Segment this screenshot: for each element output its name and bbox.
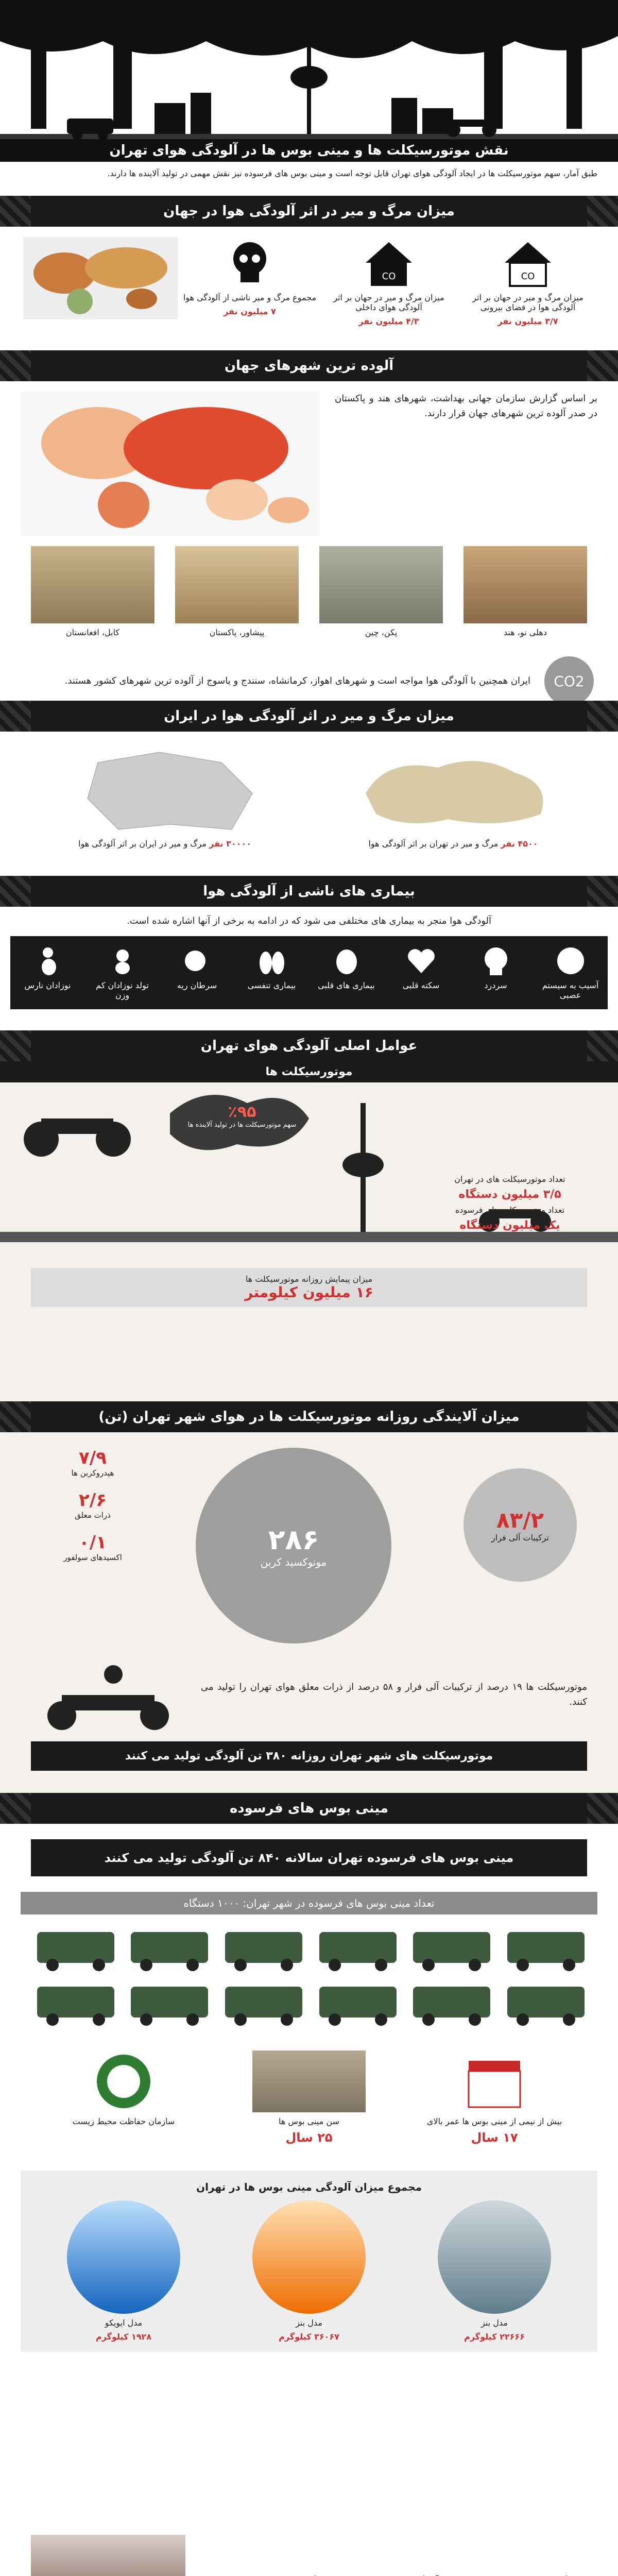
disease-label: سرطان ریه	[177, 980, 217, 990]
iran-stat	[36, 742, 294, 849]
svg-text:CO: CO	[382, 271, 396, 282]
model-name: مدل بنز	[296, 2318, 322, 2328]
co-label: مونوکسید کربن	[260, 1555, 327, 1568]
diseases-text: آلودگی هوا منجر به بیماری های مختلفی می شود که در ادامه به برخی از آنها اشاره شده است.	[126, 916, 491, 926]
city-card	[464, 546, 587, 637]
org-text: سازمان حفاظت محیط زیست	[72, 2116, 175, 2126]
city-card	[175, 546, 299, 637]
model-value: ۳۶۰۶۷ کیلوگرم	[279, 2332, 339, 2342]
moto-illustration	[0, 1082, 618, 1268]
total-pollution-bar: موتورسیکلت های شهر تهران روزانه ۳۸۰ تن آلودگی تولید می کنند	[31, 1741, 587, 1771]
count2-label: تعداد موتورسیکلت های فرسوده	[455, 1205, 565, 1215]
heart-icon	[406, 945, 437, 976]
world-deaths-section	[0, 196, 618, 350]
disease-item	[313, 945, 380, 1000]
pregnant-icon	[32, 945, 63, 976]
pollution-bubbles	[0, 1432, 618, 1659]
header-section	[0, 0, 618, 196]
house-co-indoor-icon	[363, 237, 415, 289]
page-title: نقش موتورسیکلت ها و مینی بوس ها در آلودگی هوای تهران	[109, 143, 509, 158]
co-value: ۲۸۶	[268, 1523, 319, 1556]
disease-label: بیماری های قلبی	[318, 980, 375, 990]
moto-counts	[417, 1170, 603, 1232]
age2	[237, 2050, 381, 2145]
iran-deaths-section	[0, 701, 618, 876]
minibus-icon	[35, 1981, 117, 2028]
so-label: اکسیدهای سولفور	[63, 1553, 122, 1562]
minibus-grid	[0, 1914, 618, 2040]
cough-icon	[182, 945, 213, 976]
tehran-deaths-label: ۴۵۰۰ نفر مرگ و میر در تهران بر اثر آلودگی هوا	[368, 839, 538, 849]
rider-icon	[31, 1659, 185, 1731]
minibus-icon	[128, 1981, 211, 2028]
model-card	[417, 2200, 572, 2342]
km-label: میزان پیمایش روزانه موتورسیکلت ها	[245, 1274, 373, 1284]
disease-label: سکته قلبی	[402, 980, 440, 990]
city-name: پکن، چین	[365, 628, 398, 637]
iran-deaths-band: میزان مرگ و میر در اثر آلودگی هوا در ایران	[0, 701, 618, 732]
minibus-icon	[35, 1927, 117, 1973]
iran-deaths-label: ۳۰۰۰۰ نفر مرگ و میر در ایران بر اثر آلودگی هوا	[78, 839, 251, 849]
outdoor-stat	[461, 237, 595, 326]
city-card	[319, 546, 443, 637]
share-row	[0, 1659, 618, 1731]
voc-value: ۸۳/۲	[496, 1507, 544, 1533]
voc-bubble	[464, 1468, 577, 1582]
city-name: کابل، افغانستان	[65, 628, 120, 637]
model-value: ۲۲۶۶۶ کیلوگرم	[464, 2332, 525, 2342]
pm-value: ۲/۶	[79, 1490, 107, 1511]
minibus-icon	[317, 1981, 399, 2028]
age2-value: ۲۵ سال	[285, 2130, 333, 2145]
minibus-icon	[222, 1927, 305, 1973]
heart-organ-icon	[331, 945, 362, 976]
disease-label: نوزادان نارس	[24, 980, 71, 990]
voc-label: ترکیبات آلی فرار	[491, 1533, 549, 1543]
house-co-icon	[502, 237, 554, 289]
models-title: مجموع میزان آلودگی مینی بوس ها در تهران	[196, 2181, 422, 2193]
small-stats	[31, 1448, 154, 1562]
age2-label: سن مینی بوس ها	[279, 2116, 339, 2126]
disease-label: سردرد	[484, 980, 507, 990]
moto-percent: ٪۹۵	[228, 1103, 256, 1121]
city-name: دهلی نو، هند	[504, 628, 547, 637]
total-label: مجموع مرگ و میر ناشی از آلودگی هوا	[183, 293, 317, 302]
smoke-photo	[31, 2535, 185, 2576]
intro-text: طبق آمار، سهم موتورسیکلت ها در ایجاد آلودگی هوای تهران قابل توجه است و مینی بوس های فرسوده نیز نقش مهمی در تولید آلاینده ها دارند.	[107, 168, 597, 178]
minibus-icon	[410, 1927, 493, 1973]
share-text: موتورسیکلت ها ۱۹ درصد از ترکیبات آلی فرار و ۵۸ درصد از ذرات معلق هوای تهران را تولید می کنند.	[201, 1682, 587, 1707]
model-card	[46, 2200, 201, 2342]
replace-text	[201, 2574, 587, 2576]
world-map-small	[23, 237, 178, 319]
disease-item	[388, 945, 455, 1000]
minibus-icon	[505, 1927, 587, 1973]
age1-value: ۱۷ سال	[471, 2130, 518, 2145]
minibus-icon	[410, 1981, 493, 2028]
minibus-icon	[505, 1981, 587, 2028]
minibus-icon	[128, 1927, 211, 1973]
pm-label: ذرات معلق	[75, 1511, 111, 1520]
sources-section	[0, 1030, 618, 1401]
disease-item	[14, 945, 81, 1000]
pollution-section	[0, 1401, 618, 1793]
city-name: پیشاور، پاکستان	[209, 628, 265, 637]
percent-bubble	[185, 1103, 299, 1129]
disease-item	[462, 945, 529, 1000]
model-name: مدل بنز	[481, 2318, 508, 2328]
model-value: ۱۹۲۸ کیلوگرم	[95, 2332, 151, 2342]
minibus-age-row	[0, 2040, 618, 2155]
tehran-map	[345, 742, 561, 835]
cities-band: آلوده ترین شهرهای جهان	[0, 350, 618, 381]
skull-icon	[224, 237, 276, 289]
so-value: ۰/۱	[79, 1532, 107, 1553]
disease-item	[238, 945, 305, 1000]
diesel-section	[0, 2524, 618, 2576]
iran-map	[57, 742, 273, 835]
disease-item	[89, 945, 156, 1000]
skull-stat	[183, 237, 317, 316]
city-photos	[0, 546, 618, 637]
indoor-stat	[322, 237, 456, 326]
total-value: ۷ میلیون نفر	[224, 307, 276, 316]
minibus-section	[0, 1793, 618, 2524]
disease-icons	[10, 936, 608, 1009]
sources-band: عوامل اصلی آلودگی هوای تهران	[0, 1030, 618, 1061]
title-bar	[0, 139, 618, 162]
minibus-band: مینی بوس های فرسوده	[0, 1793, 618, 1824]
disease-label: بیماری تنفسی	[247, 980, 296, 990]
moto-title: موتورسیکلت ها	[0, 1061, 618, 1082]
minibus-icon	[222, 1981, 305, 2028]
co2-label: CO2	[554, 673, 585, 690]
indoor-label: میزان مرگ و میر در جهان بر اثر آلودگی هوای داخلی	[333, 293, 444, 312]
model-card	[232, 2200, 386, 2342]
disease-item	[537, 945, 604, 1000]
tehran-stat	[324, 742, 582, 849]
co2-icon	[541, 653, 597, 701]
count1-label: تعداد موتورسیکلت های در تهران	[454, 1174, 565, 1184]
models-row	[31, 2200, 587, 2342]
minibus-headline: مینی بوس های فرسوده تهران سالانه ۸۴۰ تن آلودگی تولید می کنند	[31, 1839, 587, 1876]
svg-text:CO: CO	[521, 271, 535, 282]
calendar-icon	[464, 2050, 525, 2112]
age1	[422, 2050, 566, 2145]
minibus-count: تعداد مینی بوس های فرسوده در شهر تهران: ۱۰۰۰ دستگاه	[21, 1892, 597, 1914]
cities-text: بر اساس گزارش سازمان جهانی بهداشت، شهرهای هند و پاکستان در صدر آلوده ترین شهرهای جهان قرار دارند.	[335, 393, 597, 419]
minibus-icon	[317, 1927, 399, 1973]
km-value: ۱۶ میلیون کیلومتر	[245, 1284, 373, 1301]
city-card	[31, 546, 154, 637]
km-box	[31, 1268, 587, 1307]
baby-icon	[107, 945, 138, 976]
diseases-band: بیماری های ناشی از آلودگی هوا	[0, 876, 618, 907]
disease-label: تولد نوزادان کم وزن	[96, 980, 149, 1000]
diseases-section	[0, 876, 618, 1030]
disease-label: آسیب به سیستم عصبی	[542, 980, 599, 1000]
hc-label: هیدروکربن ها	[71, 1468, 114, 1478]
moto-percent-text: سهم موتورسیکلت ها در تولید آلاینده ها	[187, 1121, 297, 1129]
pollution-band: میزان آلایندگی روزانه موتورسیکلت ها در هوای شهر تهران (تن)	[0, 1401, 618, 1432]
brain-icon	[555, 945, 586, 976]
world-map-icon	[23, 237, 178, 319]
world-pollution-map	[21, 392, 319, 536]
indoor-value: ۴/۳ میلیون نفر	[358, 316, 419, 326]
count1-value: ۳/۵ میلیون دستگاه	[458, 1188, 561, 1201]
cities-section	[0, 350, 618, 701]
world-deaths-band: میزان مرگ و میر در اثر آلودگی هوا در جهان	[0, 196, 618, 227]
lungs-icon	[256, 945, 287, 976]
disease-item	[164, 945, 231, 1000]
iran-cities-text: ایران همچنین با آلودگی هوا مواجه است و شهرهای اهواز، کرمانشاه، سنندج و یاسوج از آلوده ترین شهرهای کشور هستند.	[64, 675, 530, 686]
outdoor-label: میزان مرگ و میر در جهان بر اثر آلودگی هوا در فضای بیرونی	[472, 293, 583, 312]
replace-row	[0, 2524, 618, 2576]
age1-label: بیش از نیمی از مینی بوس ها عمر بالای	[426, 2116, 562, 2126]
minibus-models	[21, 2171, 597, 2352]
doe-logo	[52, 2050, 196, 2126]
count2-value: یک میلیون دستگاه	[459, 1219, 560, 1232]
co-bubble	[196, 1448, 391, 1643]
hc-value: ۷/۹	[79, 1448, 107, 1468]
environment-logo-icon	[93, 2050, 154, 2112]
outdoor-value: ۳/۷ میلیون نفر	[497, 316, 558, 326]
model-name: مدل ایویکو	[105, 2318, 143, 2328]
head-icon	[480, 945, 511, 976]
